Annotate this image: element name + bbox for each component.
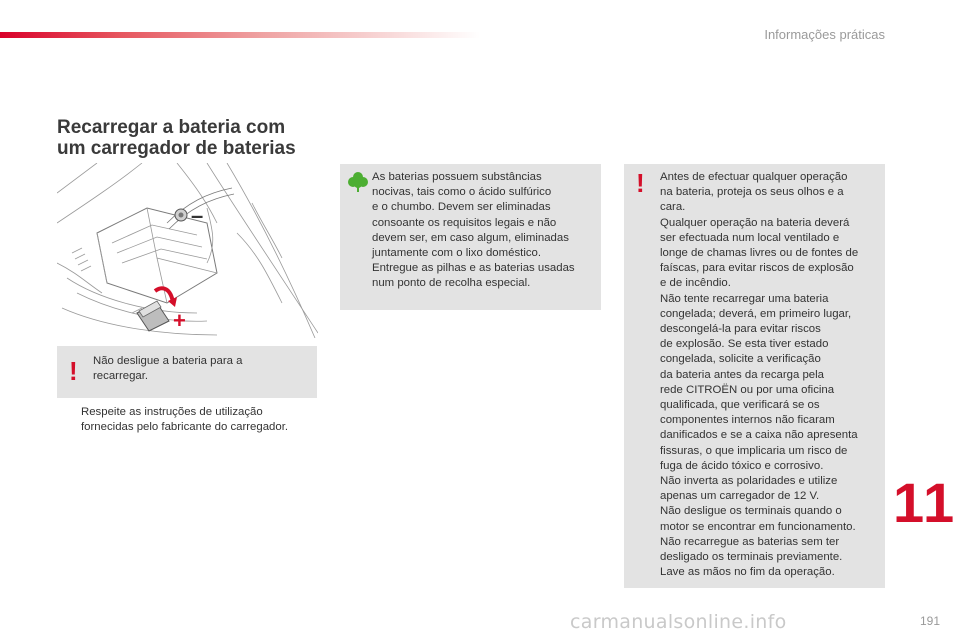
section-header: Informações práticas [764,27,885,42]
warning-big-line: Qualquer operação na bateria deverá [660,216,850,229]
eco-line: num ponto de recolha especial. [372,277,531,290]
instruction-line: Respeite as instruções de utilização [81,406,263,418]
title-line-1: Recarregar a bateria com [57,117,286,138]
eco-line: juntamente com o lixo doméstico. [372,247,542,260]
warning-small-line: Não desligue a bateria para a [93,355,243,367]
warning-big-line: Antes de efectuar qualquer operação [660,171,848,183]
warning-big-line: danificados e se a caixa não apresenta [660,429,858,442]
page-title [57,117,327,159]
eco-line: Entregue as pilhas e as baterias usadas [372,262,575,275]
warning-big-line: fuga de ácido tóxico e corrosivo. [660,459,824,472]
warning-big-line: Não recarregue as baterias sem ter [660,535,840,548]
page-number: 191 [919,614,940,628]
eco-line: e o chumbo. Devem ser eliminadas [372,201,551,214]
minus-sign: – [191,203,204,228]
warning-small-line: recarregar. [93,370,149,383]
warning-big-line: desligado os terminais previamente. [660,551,843,564]
instruction-item [57,405,327,435]
warning-big-line: Lave as mãos no fim da operação. [660,566,835,579]
warning-big-line: congelada; deverá, em primeiro lugar, [660,307,852,320]
warning-big-line: componentes internos não ficaram [660,414,835,427]
plus-sign: + [173,308,186,333]
leaf-icon [348,171,368,193]
warning-big-line: fissuras, o que implicaria um risco de [660,444,848,457]
exclamation-icon: ! [69,356,78,386]
instruction-text [81,405,327,435]
eco-line: As baterias possuem substâncias [372,171,542,183]
title-line-2: um carregador de baterias [57,138,296,159]
eco-line: nocivas, tais como o ácido sulfúrico [372,186,552,199]
warning-big-line: qualificada, que verificará se os [660,399,820,412]
warning-big-line: da bateria antes da recarga pela [660,368,825,381]
warning-big-line: longe de chamas livres ou de fontes de [660,247,859,260]
warning-big-line: Não tente recarregar uma bateria [660,292,829,305]
header-accent-bar [0,32,480,38]
warning-panel-disconnect [57,346,317,398]
battery-illustration-svg [57,163,318,338]
warning-big-line: Não desligue os terminais quando o [660,505,842,518]
battery-terminals-illustration [57,163,318,338]
warning-big-line: de explosão. Se esta tiver estado [660,338,829,351]
negative-terminal [175,203,203,228]
eco-line: devem ser, em caso algum, eliminadas [372,231,569,244]
warning-panel-safety [624,164,885,588]
instruction-line: fornecidas pelo fabricante do carregador. [81,421,289,434]
eco-line: consoante os requisitos legais e não [372,216,557,229]
warning-big-line: na bateria, proteja os seus olhos e a [660,186,844,199]
warning-big-line: motor se encontrar em funcionamento. [660,520,856,533]
warning-big-line: Não inverta as polaridades e utilize [660,475,838,488]
exclamation-icon: ! [636,168,645,198]
warning-big-line: faíscas, para evitar riscos de explosão [660,262,854,275]
warning-big-line: e de incêndio. [660,277,731,290]
chapter-number: 11 [893,471,957,534]
warning-big-line: rede CITROËN ou por uma oficina [660,383,835,396]
watermark: carmanualsonline.info [570,611,787,633]
environment-note-panel [340,164,601,310]
warning-big-line: cara. [660,201,686,214]
warning-big-line: apenas um carregador de 12 V. [660,490,820,503]
warning-big-line: descongelá-la para evitar riscos [660,323,821,336]
warning-big-line: congelada, solicite a verificação [660,353,821,366]
warning-big-line: ser efectuada num local ventilado e [660,231,840,244]
